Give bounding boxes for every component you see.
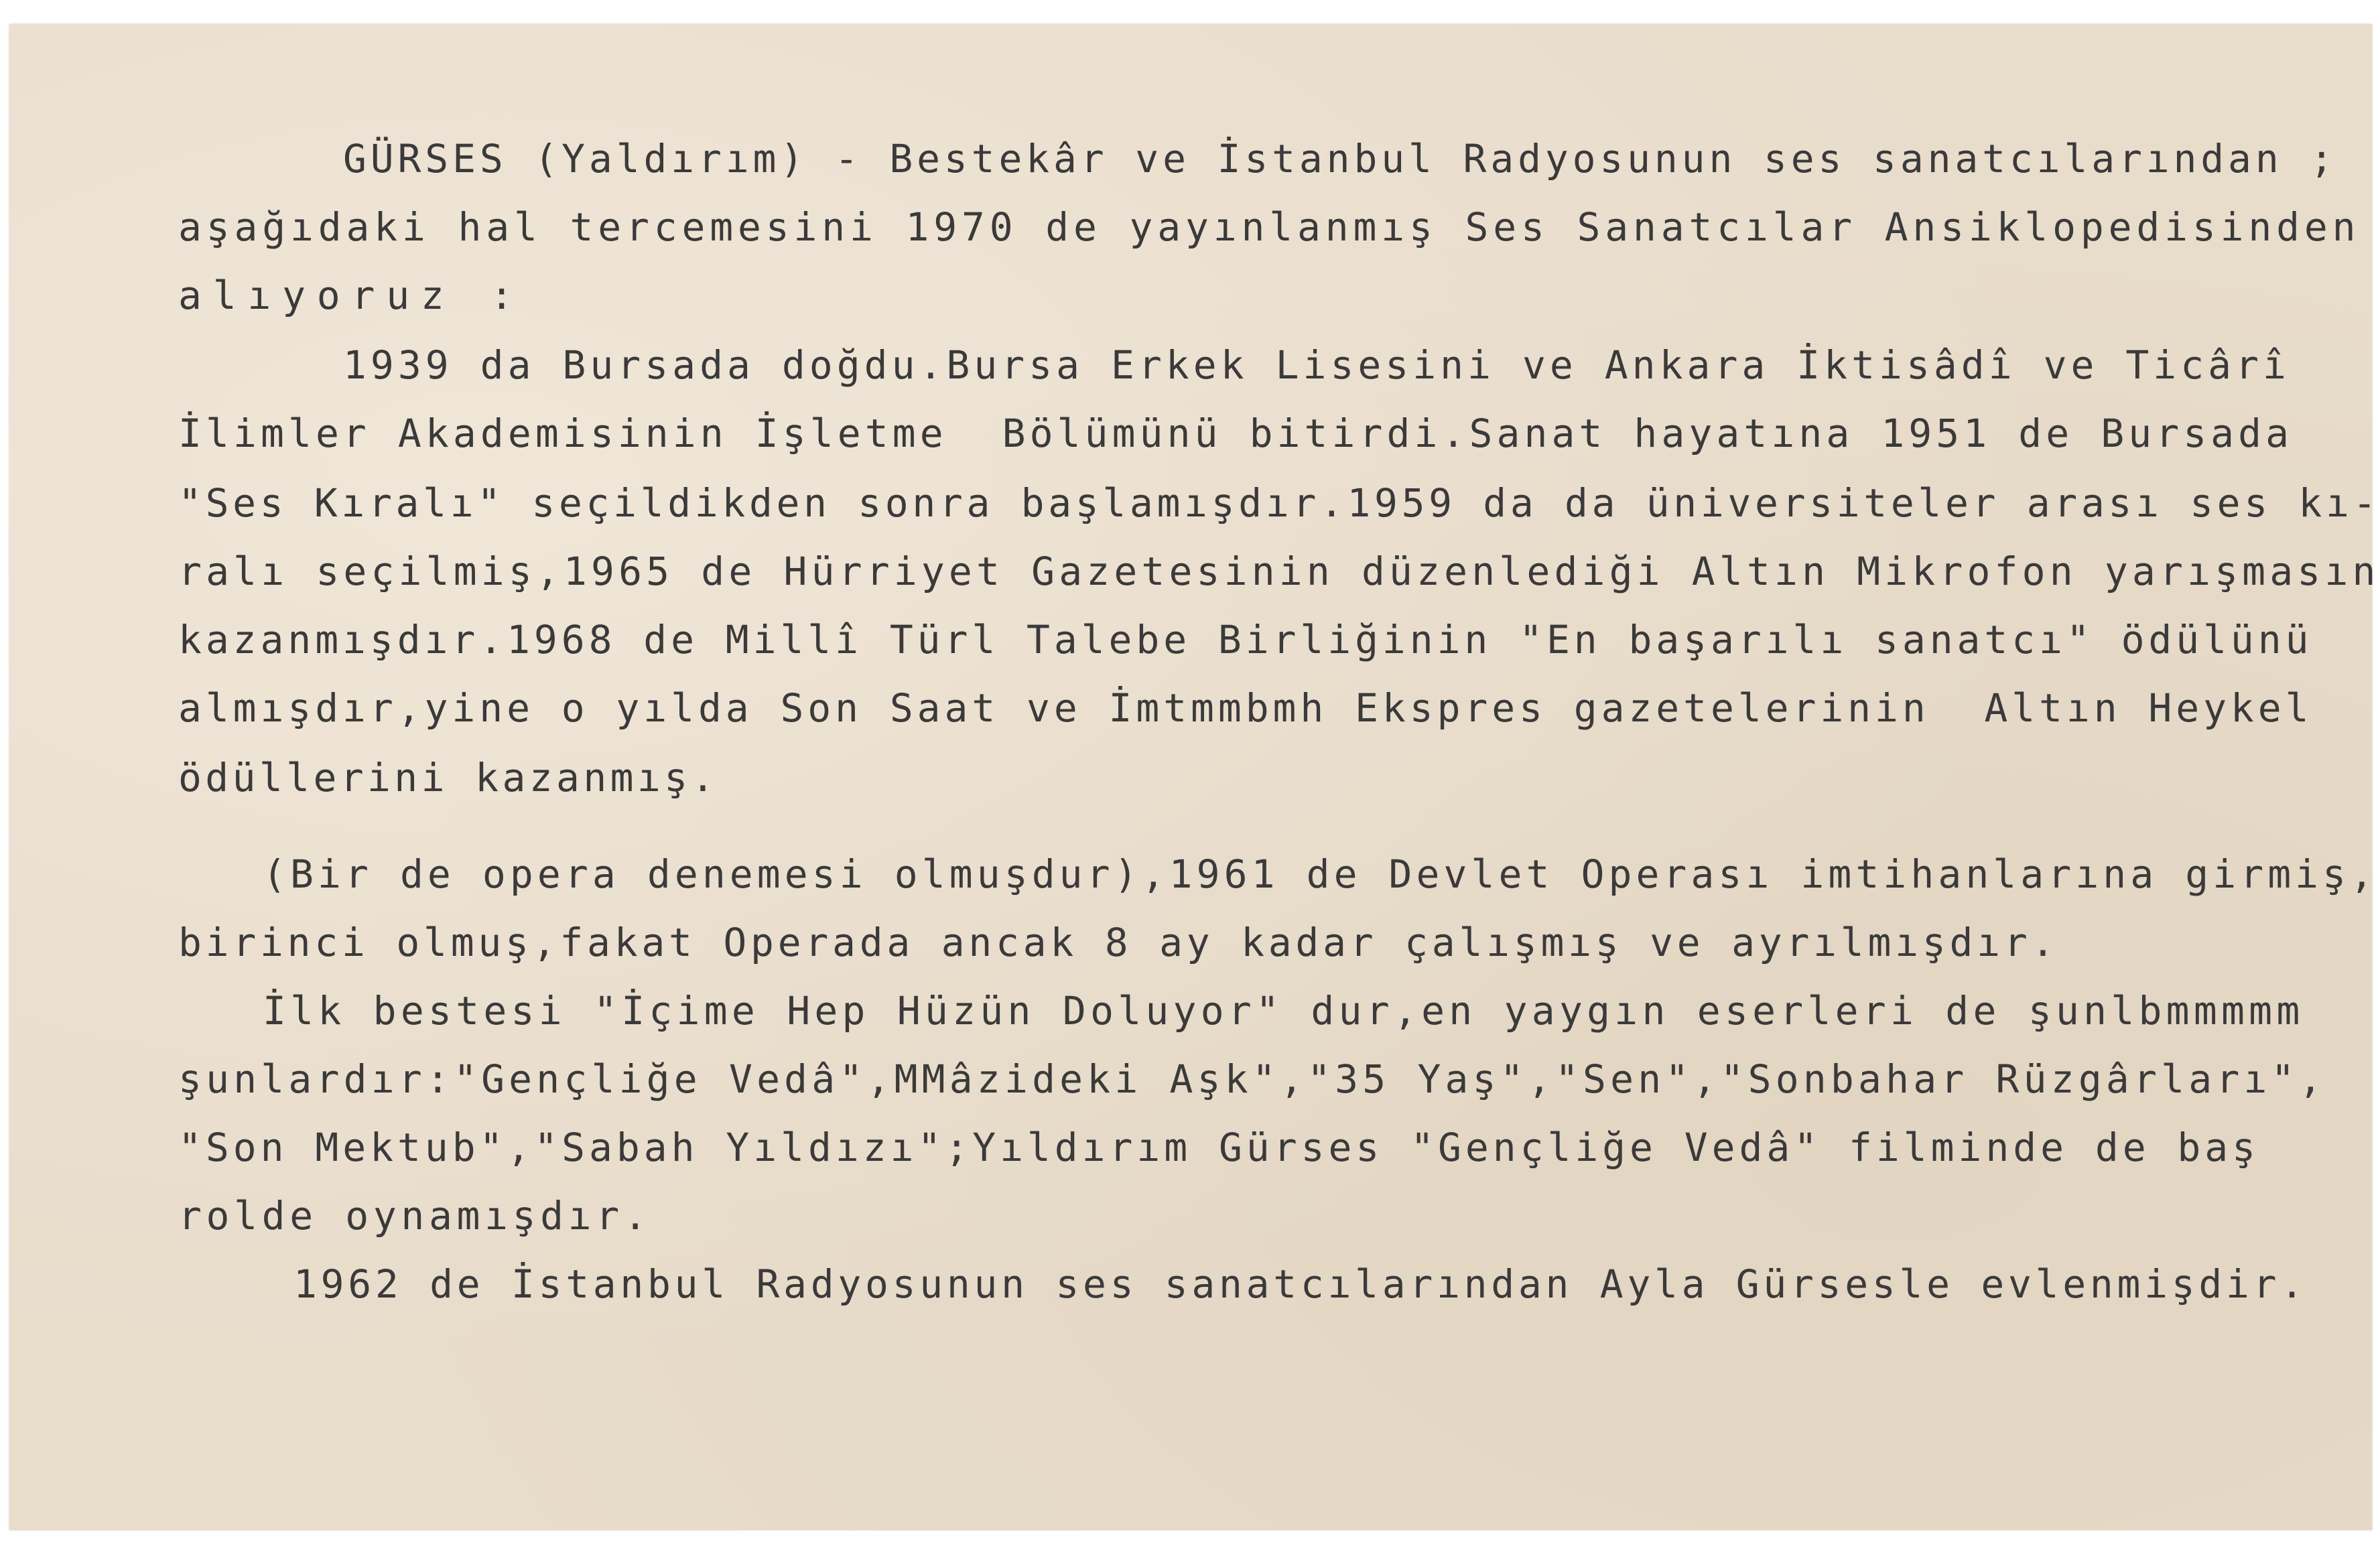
text-line: almışdır,yine o yılda Son Saat ve İmtmmbmh Ekspres gazetelerinin Altın Heykel bbox=[178, 685, 2313, 731]
text-line: şunlardır:"Gençliğe Vedâ",MMâzideki Aşk","35 Yaş","Sen","Sonbahar Rüzgârları", bbox=[178, 1056, 2326, 1102]
text-line: alıyoruz : bbox=[178, 273, 525, 318]
text-line: aşağıdaki hal tercemesini 1970 de yayınlanmış Ses Sanatcılar Ansiklopedisinden bbox=[178, 204, 2361, 250]
text-line: İlk bestesi "İçime Hep Hüzün Doluyor" dur,en yaygın eserleri de şunlbmmmmm bbox=[263, 988, 2304, 1034]
text-line: "Son Mektub","Sabah Yıldızı";Yıldırım Gürses "Gençliğe Vedâ" filminde de baş bbox=[178, 1125, 2260, 1170]
text-line: (Bir de opera denemesi olmuşdur),1961 de Devlet Operası imtihanlarına girmiş, bbox=[263, 851, 2378, 897]
text-line: birinci olmuş,fakat Operada ancak 8 ay kadar çalışmış ve ayrılmışdır. bbox=[178, 920, 2059, 965]
text-line: İlimler Akademisinin İşletme Bölümünü bitirdi.Sanat hayatına 1951 de Bursada bbox=[178, 411, 2294, 456]
text-line: 1962 de İstanbul Radyosunun ses sanatcılarından Ayla Gürsesle evlenmişdir. bbox=[293, 1261, 2308, 1307]
text-line: ralı seçilmiş,1965 de Hürriyet Gazetesinin düzenlediği Altın Mikrofon yarışmasın bbox=[178, 549, 2380, 594]
text-line: ödüllerini kazanmış. bbox=[178, 755, 718, 800]
text-line: kazanmışdır.1968 de Millî Türl Talebe Birliğinin "En başarılı sanatcı" ödülünü bbox=[178, 617, 2313, 662]
text-line: 1939 da Bursada doğdu.Bursa Erkek Lisesini ve Ankara İktisâdî ve Ticârî bbox=[343, 342, 2290, 388]
typewritten-page bbox=[9, 24, 2380, 1530]
text-line: "Ses Kıralı" seçildikden sonra başlamışdır.1959 da da üniversiteler arası ses kı- bbox=[178, 480, 2380, 526]
text-line: rolde oynamışdır. bbox=[178, 1193, 652, 1239]
text-line: GÜRSES (Yaldırım) - Bestekâr ve İstanbul Radyosunun ses sanatcılarından ; bbox=[343, 136, 2338, 182]
